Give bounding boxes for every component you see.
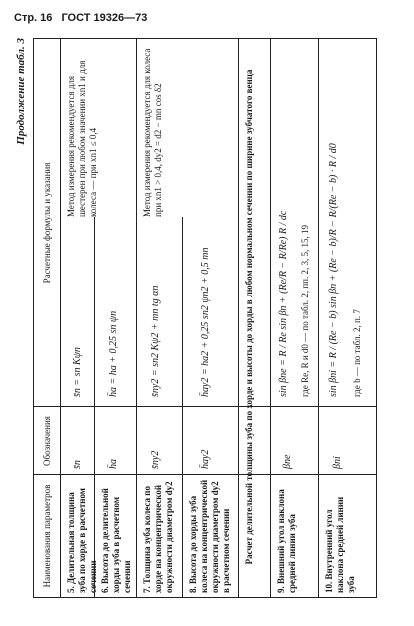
row-5-note: Метод измерения рекомендуется для шестерен при любом значении xn1 и для колеса — при xn1 ≤ 0,4: [66, 60, 98, 217]
row-5-name: 5. Делительная толщина зуба по хорде в расчетном сечении: [66, 488, 98, 593]
row-5-formula: s̄n = sn Kψn: [72, 347, 83, 397]
row-8-symbol: h̄ay2: [200, 449, 211, 469]
row-9-symbol: βne: [282, 454, 293, 469]
row-divider: [94, 217, 95, 597]
col-header-name: Наименования параметров: [42, 484, 52, 588]
row-7-name: 7. Толщина зуба колеса по хорде на концентрической окружности диаметром dy2: [142, 481, 174, 593]
row-10-formula: sin βni = R / (Re − b) sin βn + (Re − b)/R − R/(Re − b) · R / d0: [328, 143, 339, 397]
row-10-note: где b — по табл. 2, п. 7: [352, 309, 362, 397]
row-divider: [318, 39, 319, 597]
page-header: [14, 12, 153, 24]
row-10-symbol: βni: [332, 456, 343, 469]
rotated-table-area: [17, 38, 397, 598]
row-9-note: где Re, R и d0 — по табл. 2, пп. 2, 3, 5, 15, 19: [300, 225, 310, 397]
continuation-label: Продолжение табл. 3: [15, 38, 27, 145]
row-6-formula: h̄a = ha + 0,25 sn ψn: [108, 310, 119, 397]
header-divider: [60, 39, 61, 597]
section-title: Расчет делительной толщины зуба по хорде и высоты до хорды в любом нормальном сечении по ширине зубчатого венца: [244, 69, 254, 565]
parameters-table: [33, 38, 377, 598]
row-9-name: 9. Внешний угол наклона средней линии зуба: [276, 489, 297, 593]
standard-code: ГОСТ 19326—73: [61, 12, 148, 24]
row-7-formula: s̄ny2 = sn2 Kψ2 + mn tg αn: [150, 285, 161, 397]
row-6-symbol: h̄a: [108, 459, 119, 469]
row-7-note: Метод измерения рекомендуется для колеса при xn1 > 0,4, dy2 = d2 − mn cos δ2: [142, 48, 163, 217]
row-9-formula: sin βne = R / Re sin βn + (Re/R − R/Re) R / dc: [278, 210, 289, 397]
row-8-name: 8. Высота до хорды зуба колеса на концентрической окружности диаметром dy2 в расчетном сечении: [188, 479, 231, 593]
row-divider: [238, 39, 239, 597]
row-7-symbol: s̄ny2: [150, 450, 161, 469]
row-divider: [270, 39, 271, 597]
page-number: Стр. 16: [14, 12, 53, 24]
row-5-symbol: s̄n: [72, 460, 83, 469]
col-header-formula: Расчетные формулы и указания: [42, 162, 52, 284]
row-10-name: 10. Внутренний угол наклона средней линии зуба: [324, 496, 356, 593]
row-6-name: 6. Высота до делительной хорды зуба в расчетном сечении: [100, 488, 132, 593]
row-divider: [136, 39, 137, 597]
col-header-symbol: Обозначения: [42, 416, 52, 466]
row-divider: [182, 217, 183, 597]
row-8-formula: h̄ay2 = ha2 + 0,25 sn2 ψn2 + 0,5 mn: [200, 247, 211, 397]
column-divider: [34, 406, 376, 407]
column-divider: [34, 474, 376, 475]
